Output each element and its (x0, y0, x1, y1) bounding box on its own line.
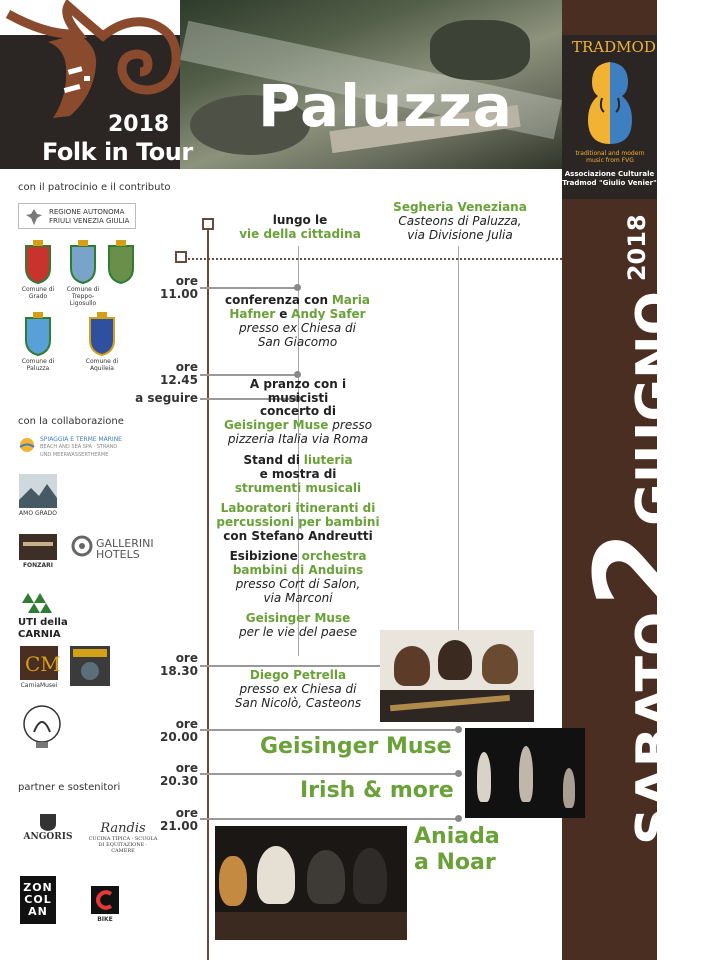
date-year: 2018 (623, 214, 651, 282)
event-aniada-a-noar: Aniada a Noar (414, 824, 500, 875)
event-geisinger-muse-2000: Geisinger Muse (260, 734, 452, 759)
amo-grado-logo: AMO GRADO (18, 474, 58, 517)
collaboration-label: con la collaborazione (18, 416, 124, 427)
trees-icon (22, 593, 52, 617)
cm-monogram-icon (20, 646, 61, 680)
svg-text:CM: CM (25, 652, 61, 676)
bike-c-icon (91, 886, 119, 914)
logo-year: 2018 (108, 112, 170, 137)
tradmod-title: TRADMOD (572, 38, 656, 56)
ligosullo-crest-icon (106, 240, 136, 284)
event-date (572, 214, 702, 845)
event-irish-more: Irish & more (300, 778, 454, 803)
region-eagle-icon (25, 208, 43, 226)
randis-logo: Randis CUCINA TIPICA · SCUOLA DI EQUITAZIONE · CAMERE (88, 821, 158, 854)
comune-treppo-ligosullo-2 (104, 240, 138, 286)
timeline-marker-square (175, 251, 187, 263)
location-right: Segheria Veneziana Casteons di Paluzza, via Divisione Julia (393, 200, 527, 242)
photo-aniada-a-noar (215, 826, 407, 940)
tradmod-tagline: traditional and modern music from FVG (575, 150, 645, 164)
timeline-dotted-line (180, 258, 562, 260)
photo-irish-more (465, 728, 585, 818)
gallerini-swirl-icon (72, 536, 92, 556)
time-2100: ore 21.00 (160, 806, 198, 833)
logo-name: Folk in Tour (42, 138, 193, 166)
date-weekday: SABATO (626, 611, 686, 845)
time-1100: ore 11.00 (160, 274, 198, 301)
uti-carnia-logo: UTI della CARNIA (18, 593, 108, 641)
event-geisinger-streets: Geisinger Muse per le vie del paese (238, 611, 358, 639)
angoris-crest-icon (38, 812, 58, 832)
treppo-crest-icon (68, 240, 98, 284)
region-logo: REGIONE AUTONOMA FRIULI VENEZIA GIULIA (18, 203, 136, 229)
violin-icon (582, 58, 638, 148)
grado-landscape-icon (19, 474, 57, 508)
timeline-marker-square (202, 218, 214, 230)
comune-paluzza: Comune di Paluzza (16, 312, 60, 372)
event-workshop: Laboratori itineranti di percussioni per bambini con Stefano Andreutti (216, 501, 380, 543)
time-1245: ore 12.45 (160, 360, 198, 387)
sun-icon (18, 436, 36, 454)
fonzari-hotel-icon (19, 534, 57, 560)
event-concert: concerto di Geisinger Muse presso pizzeria Italia via Roma (223, 404, 373, 446)
partners-label: partner e sostenitori (18, 782, 121, 793)
event-conference: conferenza con Maria Hafner e Andy Safer presso ex Chiesa di San Giacomo (224, 293, 371, 349)
date-day: 2 (572, 529, 702, 608)
photo-geisinger-muse (380, 630, 534, 722)
association-name: Associazione Culturale Tradmod "Giulio Venier" (562, 170, 657, 187)
event-stand: Stand di liuteria e mostra di strumenti musicali (234, 453, 362, 495)
time-2000: ore 20.00 (160, 717, 198, 744)
time-1830: ore 18.30 (160, 651, 198, 678)
comune-aquileia: Comune di Aquileia (80, 312, 124, 372)
location-left: lungo le vie della cittadina (239, 213, 361, 241)
date-month: GIUGNO (626, 291, 686, 526)
comune-grado: Comune di Grado (16, 240, 60, 300)
spiaggia-terme-logo: SPIAGGIA E TERME MARINE BEACH AND SEA SPA · STRAND UND MEERWASSERTHERME (18, 436, 128, 459)
page-title: Paluzza (258, 72, 513, 140)
fonzari-logo: FONZARI (18, 534, 58, 569)
aquileia-crest-icon (87, 312, 117, 356)
patronage-label: con il patrocinio e il contributo (18, 182, 171, 193)
carnia-musei-logo: CM CarniaMusei (18, 646, 60, 689)
comune-treppo-ligosullo: Comune di Treppo-Ligosullo (62, 240, 104, 307)
event-orchestra: Esibizione orchestra bambini di Anduins presso Cort di Salon, via Marconi (229, 549, 367, 605)
bird-logo-icon (8, 6, 183, 126)
angoris-logo: ANGORIS (18, 812, 78, 841)
club-seal-icon (22, 704, 62, 750)
paluzza-crest-icon (23, 312, 53, 356)
time-2030: ore 20.30 (160, 761, 198, 788)
zoncolan-logo: ZONCOLAN (20, 876, 56, 924)
event-diego-petrella: Diego Petrella presso ex Chiesa di San Nicolò, Casteons (234, 668, 362, 710)
grado-crest-icon (23, 240, 53, 284)
timeline-main-line (207, 226, 209, 960)
gallerini-hotels-logo: GALLERINI HOTELS (72, 538, 162, 560)
bike-logo: BIKE (90, 886, 120, 923)
event-lunch: A pranzo con i musicisti (249, 377, 347, 405)
time-a-seguire: a seguire (135, 391, 198, 405)
museum-badge-icon (70, 646, 110, 686)
